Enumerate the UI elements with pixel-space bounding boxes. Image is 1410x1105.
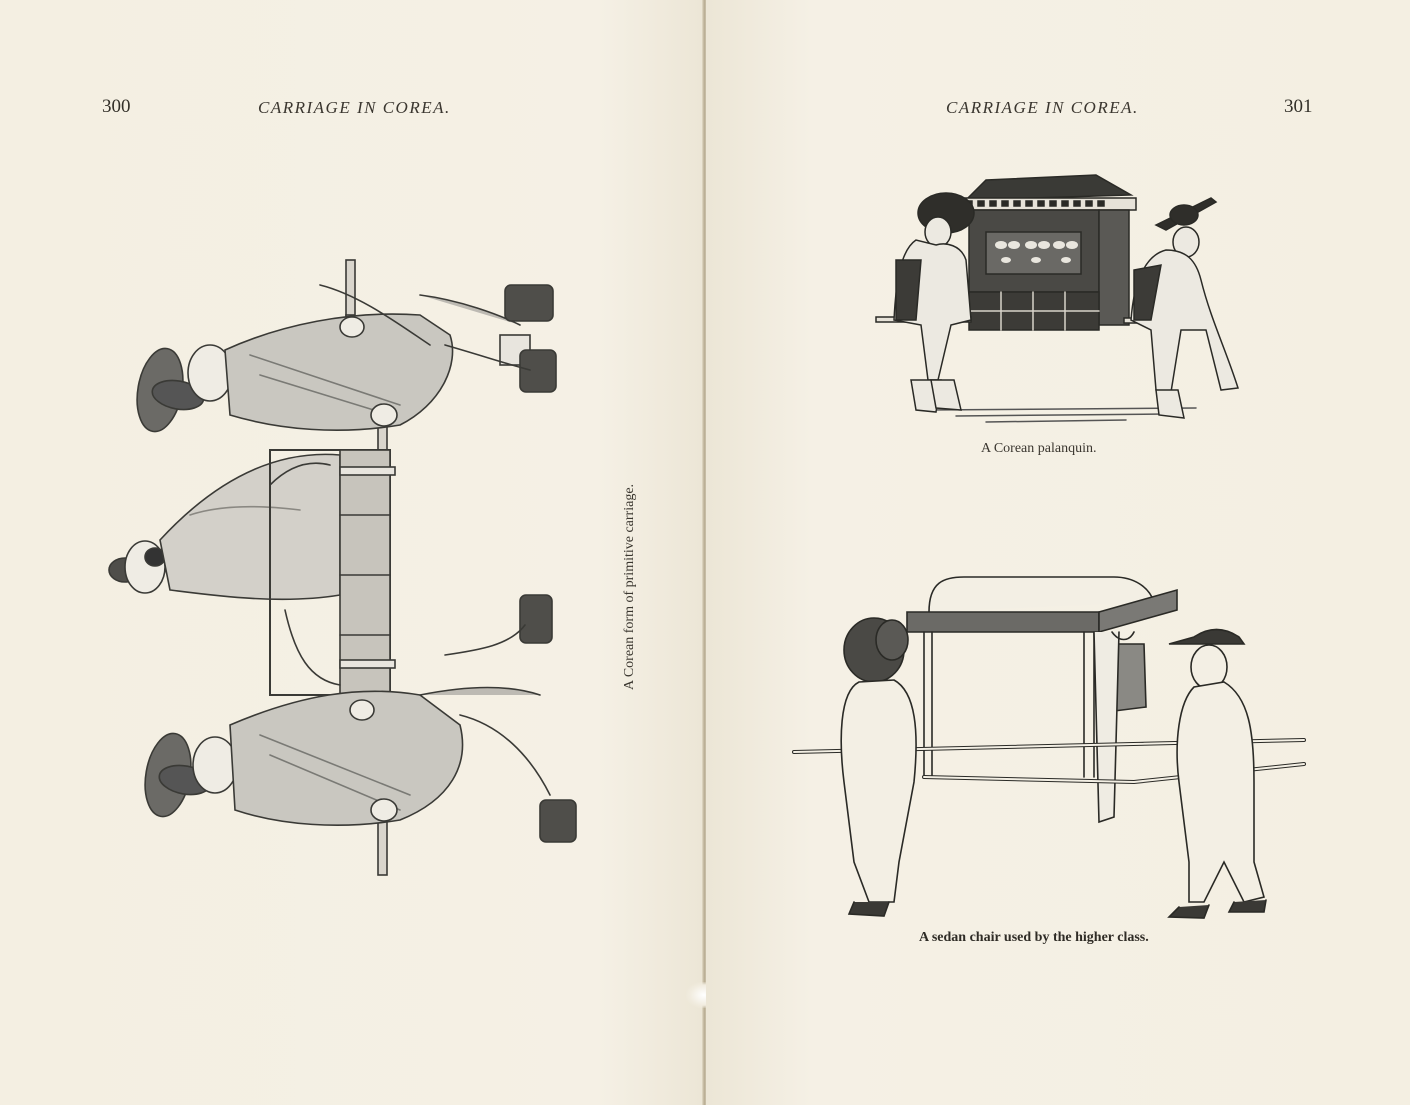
page-number-right: 301 (1284, 96, 1313, 117)
right-page (706, 0, 1410, 1105)
palanquin-caption: A Corean palanquin. (981, 441, 1097, 456)
running-head-right: CARRIAGE IN COREA. (946, 98, 1139, 117)
primitive-carriage-illustration (100, 255, 620, 880)
sedan-chair-illustration (784, 572, 1324, 922)
page-number-left: 300 (102, 96, 131, 117)
palanquin-illustration (866, 170, 1246, 432)
running-head-left: CARRIAGE IN COREA. (258, 98, 451, 117)
sedan-chair-caption: A sedan chair used by the higher class. (919, 930, 1149, 945)
left-page (0, 0, 704, 1105)
primitive-carriage-caption: A Corean form of primitive carriage. (622, 483, 637, 690)
